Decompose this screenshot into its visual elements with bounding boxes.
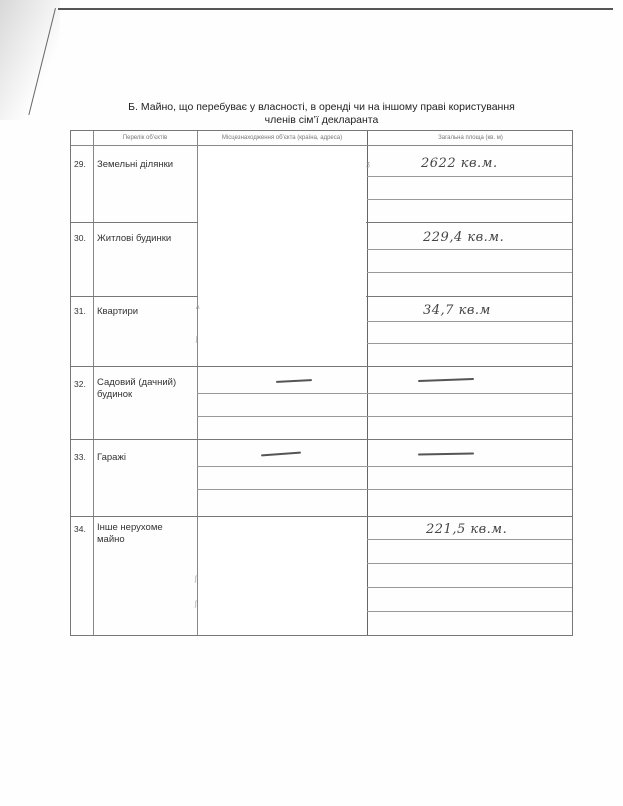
row-rule-32 <box>71 439 572 440</box>
row-number: 33. <box>74 452 86 462</box>
empty-dash <box>276 379 312 382</box>
write-line <box>367 199 572 200</box>
row-label: Садовий (дачний) будинок <box>97 377 177 400</box>
write-line <box>197 489 572 490</box>
header-area: Загальна площа (кв. м) <box>438 135 503 141</box>
row-number: 30. <box>74 233 86 243</box>
header-objects: Перелік об’єктів <box>122 135 168 141</box>
write-line <box>367 176 572 177</box>
handwritten-area: 221,5 кв.м. <box>426 522 508 537</box>
row-number: 34. <box>74 524 86 534</box>
empty-dash <box>418 378 474 381</box>
empty-dash <box>261 452 301 456</box>
page-fold-shadow <box>0 0 60 120</box>
section-title-line2: членів сім’ї декларанта <box>264 114 379 126</box>
write-line <box>367 249 572 250</box>
row-number: 32. <box>74 379 86 389</box>
write-line <box>367 563 572 564</box>
scan-top-edge <box>58 8 613 10</box>
row-rule-31 <box>71 366 572 367</box>
row-number: 29. <box>74 159 86 169</box>
redacted-location-block <box>198 517 366 635</box>
row-label: Гаражі <box>97 452 126 463</box>
col-divider-number <box>93 131 94 635</box>
scan-mark: ʒ <box>366 161 370 168</box>
header-location: Місцезнаходження об’єкта (країна, адреса) <box>221 135 343 141</box>
redacted-location-block <box>198 146 366 365</box>
property-table <box>70 130 573 636</box>
section-title-line1: Б. Майно, що перебуває у власності, в оренді чи на іншому праві користування <box>128 101 515 113</box>
row-label: Житлові будинки <box>97 233 172 244</box>
row-label: Земельні ділянки <box>97 159 174 170</box>
empty-dash <box>418 453 474 455</box>
col-divider-location <box>367 131 368 635</box>
scan-mark: ʃ <box>195 576 197 583</box>
write-line <box>367 343 572 344</box>
row-label: Інше нерухоме майно <box>97 522 163 545</box>
write-line <box>197 416 572 417</box>
write-line <box>367 611 572 612</box>
write-line <box>367 539 572 540</box>
write-line <box>367 321 572 322</box>
write-line <box>367 587 572 588</box>
write-line <box>197 393 572 394</box>
scan-mark: ʃ <box>195 601 197 608</box>
handwritten-area: 229,4 кв.м. <box>423 230 505 245</box>
row-number: 31. <box>74 306 86 316</box>
handwritten-area: 34,7 кв.м <box>423 303 491 318</box>
handwritten-area: 2622 кв.м. <box>421 156 498 171</box>
row-label: Квартири <box>97 306 139 317</box>
write-line <box>197 466 572 467</box>
scan-mark: ʃ <box>196 336 198 343</box>
write-line <box>367 272 572 273</box>
scan-mark: ʌ <box>196 304 200 311</box>
